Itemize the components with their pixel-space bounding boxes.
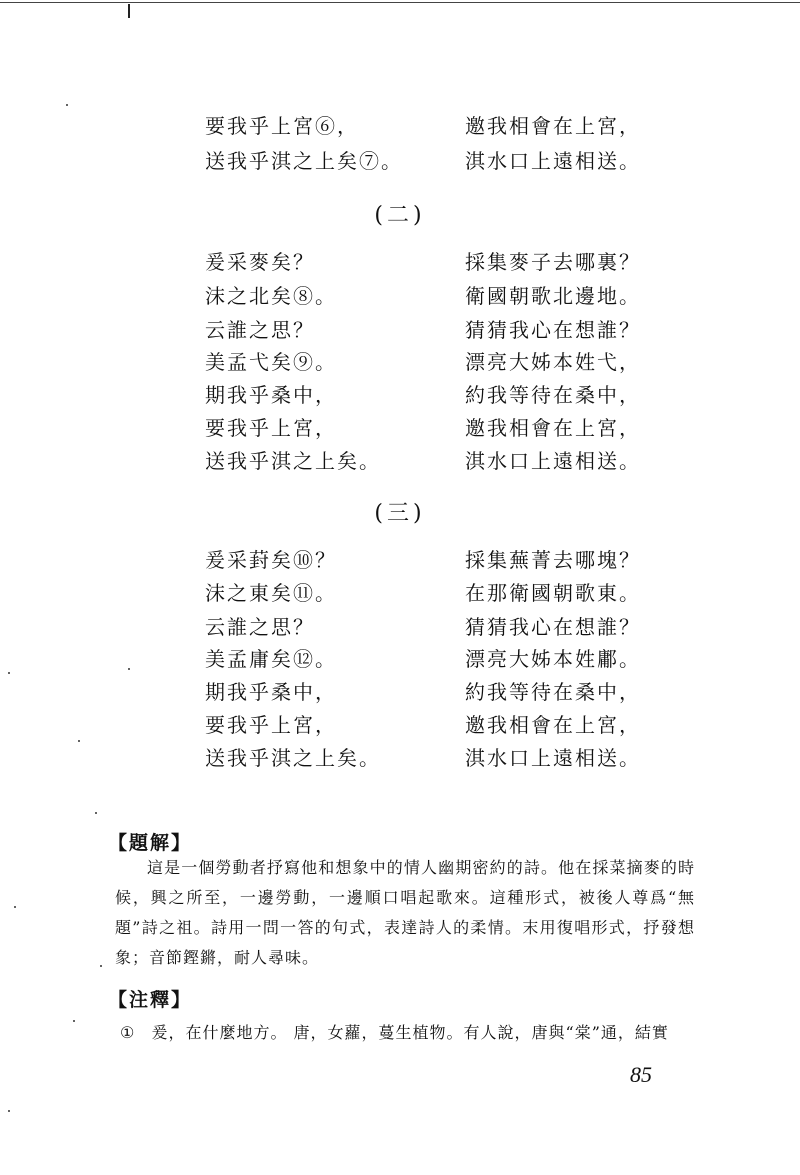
poem-line-translation: 淇水口上遠相送。: [465, 746, 641, 770]
poem-line-original: 美孟弋矣⑨。: [205, 350, 337, 374]
scan-speck: [8, 1110, 10, 1112]
poem-line-original: 送我乎淇之上矣。: [205, 746, 381, 770]
poem-line-translation: 漂亮大姊本姓鄘。: [465, 647, 641, 671]
poem-line-original: 爰采葑矣⑩？: [205, 548, 337, 572]
poem-line-translation: 漂亮大姊本姓弋，: [465, 350, 641, 374]
poem-line-translation: 採集蕪菁去哪塊？: [465, 548, 641, 572]
note-text: 爰，在什麼地方。 唐，女蘿，蔓生植物。有人說，唐與“棠”通，結實: [151, 1023, 669, 1042]
poem-line-original: 爰采麥矣？: [205, 250, 315, 274]
scan-speck: [8, 672, 10, 674]
poem-line-original: 期我乎桑中，: [205, 383, 337, 407]
poem-line-original: 云誰之思？: [205, 615, 315, 639]
poem-line-original: 要我乎上宮⑥，: [205, 114, 359, 138]
poem-line-original: 沫之東矣⑪。: [205, 581, 337, 605]
stanza3-heading: (三): [374, 501, 426, 526]
scan-speck: [100, 965, 102, 967]
explanation-text: 這是一個勞動者抒寫他和想象中的情人幽期密約的詩。他在採菜摘麥的時候，興之所至，一邊勞動，一邊順口唱起歌來。這種形式，被後人尊爲“無題”詩之祖。詩用一問一答的句式，表達詩人的柔情。末用復唱形式，抒發想象；音節鏗鏘，耐人尋味。: [115, 858, 695, 967]
scan-speck: [95, 812, 97, 814]
scan-speck: [66, 104, 68, 106]
poem-line-translation: 衛國朝歌北邊地。: [465, 284, 641, 308]
scan-speck: [78, 740, 80, 742]
explanation-heading: 【題解】: [108, 832, 193, 854]
poem-line-translation: 淇水口上遠相送。: [465, 149, 641, 173]
page-number: 85: [630, 1062, 652, 1087]
note-marker: ①: [120, 1023, 136, 1042]
poem-line-translation: 猜猜我心在想誰？: [465, 615, 641, 639]
poem-line-original: 要我乎上宮，: [205, 416, 337, 440]
poem-line-original: 期我乎桑中，: [205, 680, 337, 704]
scan-speck: [14, 906, 16, 908]
poem-line-original: 送我乎淇之上矣。: [205, 449, 381, 473]
stanza2-heading: (二): [374, 203, 426, 228]
poem-line-translation: 約我等待在桑中，: [465, 680, 641, 704]
poem-line-original: 要我乎上宮，: [205, 713, 337, 737]
poem-line-translation: 淇水口上遠相送。: [465, 449, 641, 473]
poem-line-original: 送我乎淇之上矣⑦。: [205, 149, 403, 173]
top-border-line: [0, 2, 800, 3]
poem-line-translation: 約我等待在桑中，: [465, 383, 641, 407]
poem-line-original: 云誰之思？: [205, 318, 315, 342]
scan-speck: [73, 1020, 75, 1022]
poem-line-original: 沫之北矣⑧。: [205, 284, 337, 308]
poem-line-translation: 在那衛國朝歌東。: [465, 581, 641, 605]
notes-heading: 【注釋】: [108, 989, 193, 1011]
note-item: [120, 1020, 690, 1043]
explanation-paragraph: [115, 853, 695, 973]
top-border-tick: [128, 4, 130, 18]
poem-line-translation: 猜猜我心在想誰？: [465, 318, 641, 342]
poem-line-translation: 邀我相會在上宮，: [465, 416, 641, 440]
poem-line-translation: 邀我相會在上宮，: [465, 713, 641, 737]
poem-line-translation: 邀我相會在上宮，: [465, 114, 641, 138]
poem-line-translation: 採集麥子去哪裏？: [465, 250, 641, 274]
scan-speck: [128, 668, 130, 670]
poem-line-original: 美孟庸矣⑫。: [205, 647, 337, 671]
